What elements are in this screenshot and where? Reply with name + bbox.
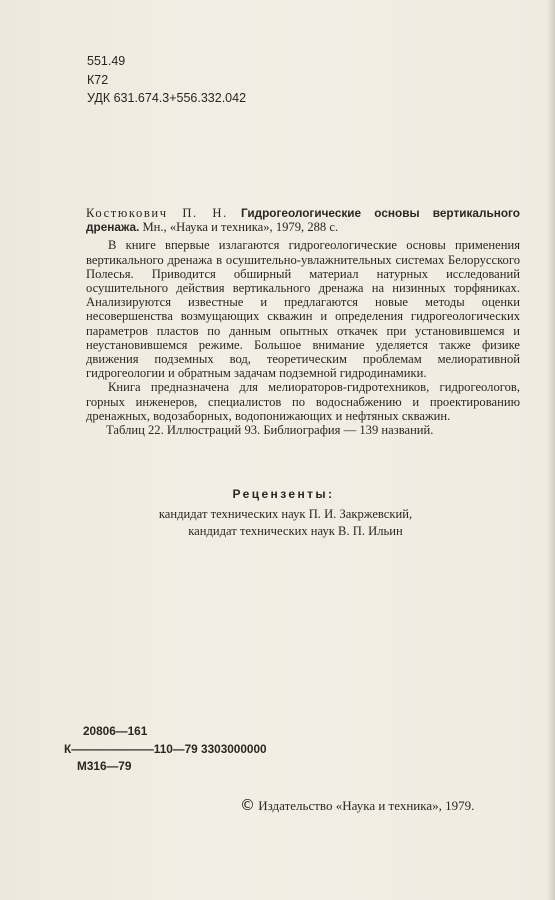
catalog-code-line-2: К———————110—79 3303000000 — [64, 741, 267, 756]
reviewers-heading: Рецензенты: — [232, 487, 335, 501]
stats-line: Таблиц 22. Иллюстраций 93. Библиография — 139 названий. — [106, 423, 434, 438]
classification-block — [87, 52, 246, 108]
book-title: Гидрогеологические основы вертикального дренажа. — [86, 206, 520, 235]
reviewer-2: кандидат технических наук В. П. Ильин — [188, 524, 403, 538]
copyright-line — [240, 796, 474, 814]
bibliographic-entry — [86, 206, 520, 234]
bbk-index: 551.49 — [87, 54, 126, 68]
reviewers-block — [0, 486, 555, 540]
abstract-paragraph-1: В книге впервые излагаются гидрогеологические основы применения вертикального дренажа в осушительно-увлажнительных системах Белорусского Полесья. Приводится обширный материал натурных исследований осушительного действия вертикального дренажа на низинных торфяниках. Анализируются известные и предлагаются новые методы оценки несовершенства возмущающих скважин и определения гидрогеологических параметров пластов по данным опытных откачек при установившемся и неустановившемся режиме. Большое внимание уделяется также физике движения подземных вод, теоретическим проблемам мелиоративной гидрогеологии и обратным задачам подземной гидродинамики. — [86, 238, 520, 381]
imprint: Мн., «Наука и техника», 1979, 288 с. — [142, 220, 339, 235]
page-edge-shadow — [547, 0, 555, 900]
author-name: Костюкович П. Н. — [86, 206, 228, 220]
copyright-icon: © — [240, 796, 255, 814]
catalog-code-line-1: 20806—161 — [83, 724, 148, 738]
author-mark: К72 — [87, 72, 109, 87]
udc-code: УДК 631.674.3+556.332.042 — [87, 91, 247, 105]
abstract-block — [86, 206, 520, 437]
copyright-text: Издательство «Наука и техника», 1979. — [258, 798, 475, 813]
catalog-code-line-3: М316—79 — [77, 759, 132, 773]
reviewer-1: кандидат технических наук П. И. Закржевский, — [158, 507, 413, 521]
abstract-paragraph-2: Книга предназначена для мелиораторов-гидротехников, гидрогеологов, горных инженеров, специалистов по водоснабжению и проектированию дренажных, водозаборных, водопонижающих и нефтяных скважин. — [86, 380, 520, 423]
catalog-code-block — [64, 723, 267, 776]
